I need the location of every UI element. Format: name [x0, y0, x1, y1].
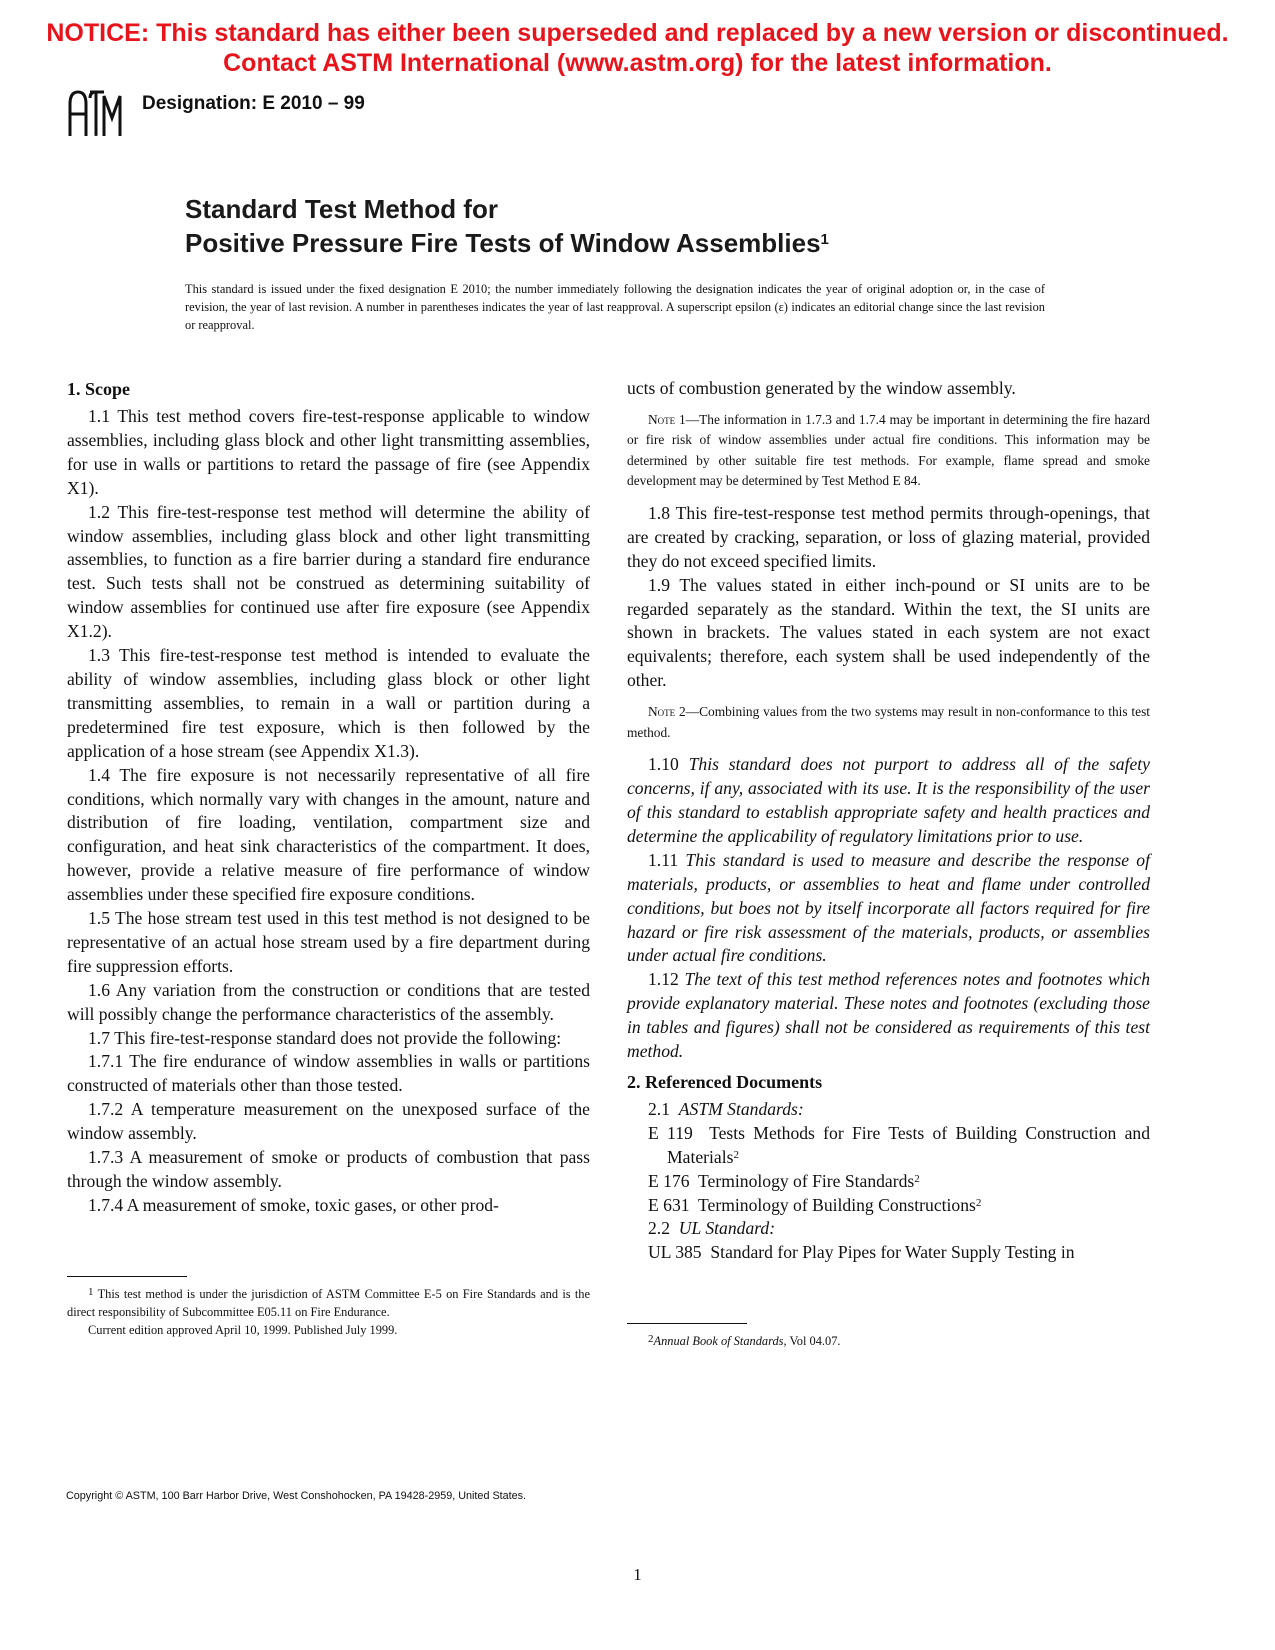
astm-logo — [66, 88, 124, 140]
title-line-2: Positive Pressure Fire Tests of Window Assemblies — [185, 228, 821, 258]
para-1-3: 1.3 This fire-test-response test method is intended to evaluate the ability of window assemblies, including glass block or other light transmitting assemblies, to remain in a wall or partition during a predetermined fire test exposure, which is then followed by the application of a hose stream (see Appendix X1.3). — [67, 645, 590, 761]
section-1-heading: 1. Scope — [67, 379, 130, 399]
title-line-1: Standard Test Method for — [185, 194, 498, 224]
para-1-7-3: 1.7.3 A measurement of smoke or products of combustion that pass through the window assembly. — [67, 1147, 590, 1191]
note-2-label: Note 2 — [648, 704, 686, 720]
reference-e119-code: E 119 — [648, 1122, 693, 1143]
issuance-note: This standard is issued under the fixed designation E 2010; the number immediately following the designation indicates the year of original adoption or, in the case of revision, the year of last revision. A number in parentheses indicates the year of last reapproval. A superscript epsilon (ε) indicates an editorial change since the last revision or reapproval. — [185, 282, 1045, 332]
reference-e176 — [627, 1170, 1150, 1194]
note-1 — [627, 410, 1150, 492]
reference-e119-fn: 2 — [733, 1148, 739, 1161]
footnote-2 — [627, 1332, 1150, 1350]
para-2-1 — [627, 1098, 1150, 1122]
footnote-2-italic: Annual Book of Standards — [653, 1334, 784, 1348]
copyright-line: Copyright © ASTM, 100 Barr Harbor Drive, West Conshohocken, PA 19428-2959, United States. — [66, 1490, 527, 1502]
para-1-12-number: 1.12 — [648, 969, 679, 990]
para-1-8: 1.8 This fire-test-response test method permits through-openings, that are created by cracking, separation, or loss of glazing material, provided they do not exceed specified limits. — [627, 502, 1150, 571]
para-1-12 — [627, 968, 1150, 1064]
para-2-2 — [627, 1217, 1150, 1241]
left-column — [67, 377, 590, 1218]
para-1-10-text: This standard does not purport to address all of the safety concerns, if any, associated with its use. It is the responsibility of the user of this standard to establish appropriate safety and health practices and determine the applicability of regulatory limitations prior to use. — [627, 754, 1150, 846]
footnote-1-mark: 1 — [88, 1286, 94, 1298]
designation: Designation: E 2010 – 99 — [142, 93, 365, 114]
para-1-2: 1.2 This fire-test-response test method will determine the ability of window assemblies, including glass block and other light transmitting assemblies, to function as a fire barrier during a standard fire endurance test. Such tests shall not be construed as determining suitability of window assemblies for continued use after fire exposure (see Appendix X1.2). — [67, 501, 590, 642]
note-1-label: Note 1 — [648, 411, 686, 427]
title-footnote-mark: 1 — [820, 231, 829, 248]
reference-e119 — [627, 1122, 1150, 1170]
para-2-1-label: ASTM Standards: — [678, 1098, 804, 1119]
reference-ul385 — [627, 1241, 1150, 1265]
right-column — [627, 377, 1150, 1265]
reference-e176-fn: 2 — [914, 1172, 920, 1185]
superseded-notice — [0, 18, 1275, 78]
para-1-6: 1.6 Any variation from the construction or conditions that are tested will possibly change the performance characteristics of the assembly. — [67, 979, 590, 1024]
footnote-2-rest: , Vol 04.07. — [783, 1334, 841, 1348]
para-1-5: 1.5 The hose stream test used in this test method is not designed to be representative of an actual hose stream used by a fire department during fire suppression efforts. — [67, 908, 590, 976]
para-2-2-label: UL Standard: — [678, 1218, 776, 1239]
section-2-heading: 2. Referenced Documents — [627, 1071, 823, 1092]
para-1-11-number: 1.11 — [648, 849, 679, 870]
reference-e631-text: Terminology of Building Constructions — [698, 1194, 976, 1215]
reference-e631 — [627, 1194, 1150, 1218]
footnote-rule-left — [67, 1276, 187, 1277]
footnote-1-text: This test method is under the jurisdiction of ASTM Committee E-5 on Fire Standards and is the direct responsibility of Subcommittee E05.11 on Fire Endurance. — [67, 1287, 591, 1319]
para-1-7-2: 1.7.2 A temperature measurement on the unexposed surface of the window assembly. — [67, 1099, 590, 1144]
reference-ul385-code: UL 385 — [648, 1242, 702, 1263]
note-2 — [627, 702, 1150, 743]
notice-line-1: NOTICE: This standard has either been superseded and replaced by a new version or discontinued. — [46, 19, 1229, 47]
note-2-text: —Combining values from the two systems may result in non-conformance to this test method. — [627, 704, 1150, 740]
para-1-9: 1.9 The values stated in either inch-pound or SI units are to be regarded separately as the standard. Within the text, the SI units are shown in brackets. The values stated in each system are not exact equivalents; therefore, each system shall be used independently of the other. — [627, 574, 1150, 691]
para-2-1-number: 2.1 — [648, 1098, 670, 1119]
para-1-4: 1.4 The fire exposure is not necessarily representative of all fire conditions, which normally vary with changes in the amount, nature and distribution of fire loading, ventilation, compartment size and configuration, and heat sink characteristics of the compartment. It does, however, provide a relative measure of fire performance of window assemblies under these specified fire exposure conditions. — [67, 764, 590, 905]
para-2-2-number: 2.2 — [648, 1218, 670, 1239]
para-1-12-text: The text of this test method references notes and footnotes which provide explanatory material. These notes and footnotes (excluding those in tables and figures) shall not be considered as requirements of this test method. — [627, 969, 1151, 1062]
para-1-11-text: This standard is used to measure and describe the response of materials, products, or assemblies to heat and flame under controlled conditions, but boes not by itself incorporate all factors required for fire hazard or fire risk assessment of the materials, products, or assemblies under actual fire conditions. — [627, 849, 1150, 966]
para-1-10-number: 1.10 — [648, 754, 679, 775]
logo-text: ASTM — [95, 136, 98, 137]
document-title — [185, 192, 829, 260]
reference-e631-fn: 2 — [975, 1196, 982, 1209]
notice-line-2: Contact ASTM International (www.astm.org) for the latest information. — [223, 49, 1052, 77]
para-1-7-1: 1.7.1 The fire endurance of window assemblies in walls or partitions constructed of materials other than those tested. — [67, 1051, 590, 1096]
footnote-2-mark: 2 — [648, 1333, 654, 1345]
reference-e119-text: Tests Methods for Fire Tests of Building Construction and Materials — [667, 1122, 1150, 1167]
page-number: 1 — [633, 1565, 642, 1584]
note-1-text: —The information in 1.7.3 and 1.7.4 may be important in determining the fire hazard or fire risk of window assemblies under actual fire conditions. This information may be determined by other suitable fire test methods. For example, flame spread and smoke development may be determined by Test Method E 84. — [627, 411, 1150, 489]
reference-e176-code: E 176 — [648, 1170, 690, 1191]
para-1-1: 1.1 This test method covers fire-test-response applicable to window assemblies, including glass block and other light transmitting assemblies, for use in walls or partitions to retard the passage of fire (see Appendix X1). — [67, 406, 590, 498]
reference-e631-code: E 631 — [648, 1194, 690, 1215]
para-1-10 — [627, 753, 1150, 849]
para-1-7-4: 1.7.4 A measurement of smoke, toxic gases, or other prod- — [88, 1194, 499, 1215]
reference-ul385-text: Standard for Play Pipes for Water Supply Testing in — [710, 1242, 1075, 1263]
footnote-1 — [67, 1285, 590, 1339]
para-1-7-4-continued: ucts of combustion generated by the window assembly. — [627, 378, 1016, 398]
footnote-1-edition: Current edition approved April 10, 1999. Published July 1999. — [88, 1323, 398, 1337]
footnote-rule-right — [627, 1323, 747, 1324]
reference-e176-text: Terminology of Fire Standards — [698, 1170, 915, 1191]
para-1-11 — [627, 849, 1150, 969]
para-1-7: 1.7 This fire-test-response standard does not provide the following: — [88, 1027, 562, 1048]
